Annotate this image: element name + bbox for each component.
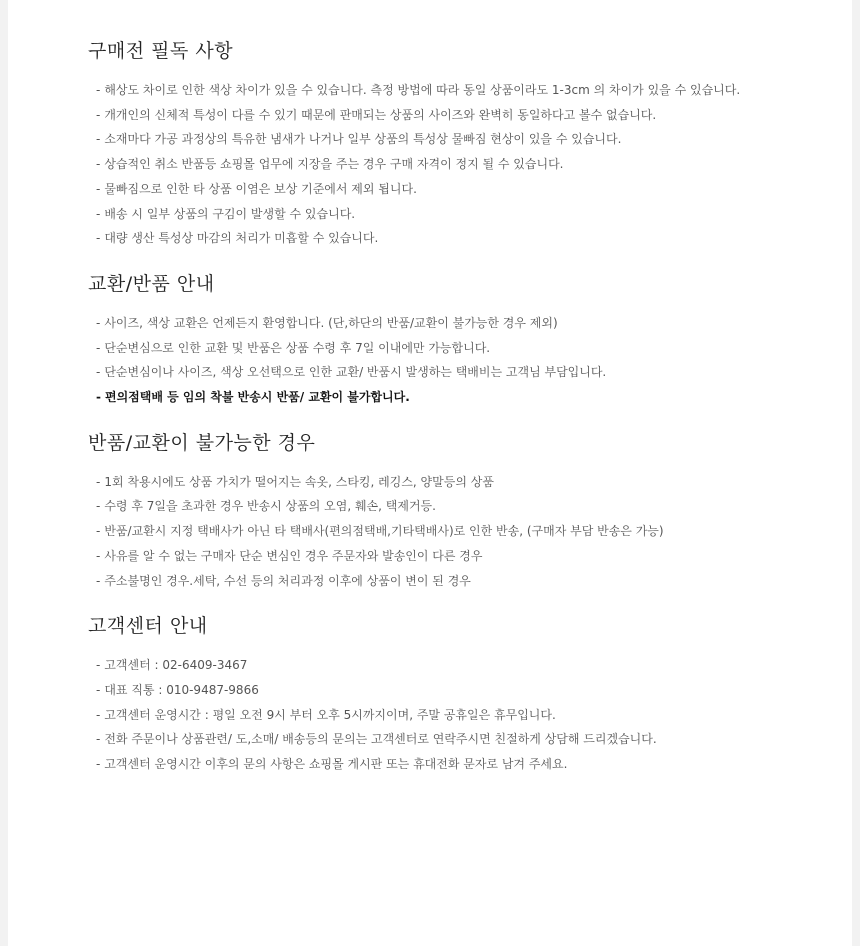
list-item: - 대량 생산 특성상 마감의 처리가 미흡할 수 있습니다. [96, 231, 379, 246]
list-item: - 사이즈, 색상 교환은 언제든지 환영합니다. (단,하단의 반품/교환이 불가능한 경우 제외) [96, 315, 558, 330]
list-item: - 고객센터 : 02-6409-3467 [96, 658, 248, 673]
list-item: - 해상도 차이로 인한 색상 차이가 있을 수 있습니다. 측정 방법에 따라 동일 상품이라도 1-3cm 의 차이가 있을 수 있습니다. [96, 83, 741, 97]
page-border-left [0, 0, 8, 946]
section-title: 구매전 필독 사항 [88, 40, 234, 62]
section-title: 교환/반품 안내 [88, 272, 215, 295]
section-before-purchase [88, 36, 848, 251]
list-item: - 사유를 알 수 없는 구매자 단순 변심인 경우 주문자와 발송인이 다른 경우 [96, 548, 483, 563]
list-item: - 1회 착용시에도 상품 가치가 떨어지는 속옷, 스타킹, 레깅스, 양말등의 상품 [96, 474, 494, 489]
list-item: - 물빠짐으로 인한 타 상품 이염은 보상 기준에서 제외 됩니다. [96, 181, 417, 196]
page-border-right [852, 0, 860, 946]
notice-content [88, 36, 848, 791]
section-customer-center [88, 611, 848, 777]
list-item: - 단순변심이나 사이즈, 색상 오선택으로 인한 교환/ 반품시 발생하는 택배비는 고객님 부담입니다. [96, 365, 607, 380]
list-item: - 단순변심으로 인한 교환 및 반품은 상품 수령 후 7일 이내에만 가능합니다. [96, 340, 491, 355]
list-item: - 반품/교환시 지정 택배사가 아닌 타 택배사(편의점택배,기타택배사)로 인한 반송, (구매자 부담 반송은 가능) [96, 524, 664, 539]
list-item: - 고객센터 운영시간 이후의 문의 사항은 쇼핑몰 게시판 또는 휴대전화 문자로 남겨 주세요. [96, 757, 568, 772]
notice-list [88, 78, 848, 251]
list-item: - 고객센터 운영시간 : 평일 오전 9시 부터 오후 5시까지이며, 주말 공휴일은 휴무입니다. [96, 707, 556, 722]
notice-list [88, 470, 848, 594]
list-item: - 배송 시 일부 상품의 구김이 발생할 수 있습니다. [96, 206, 356, 221]
section-title: 반품/교환이 불가능한 경우 [88, 431, 316, 454]
notice-list [88, 653, 848, 777]
list-item: - 상습적인 취소 반품등 쇼핑몰 업무에 지장을 주는 경우 구매 자격이 정지 될 수 있습니다. [96, 157, 564, 172]
list-item: - 전화 주문이나 상품관련/ 도,소매/ 배송등의 문의는 고객센터로 연락주시면 친절하게 상담해 드리겠습니다. [96, 732, 657, 747]
notice-list [88, 311, 848, 410]
list-item: - 수령 후 7일을 초과한 경우 반송시 상품의 오염, 훼손, 택제거등. [96, 499, 436, 514]
list-item: - 주소불명인 경우.세탁, 수선 등의 처리과정 이후에 상품이 변이 된 경우 [96, 573, 471, 588]
list-item-emphasis: - 편의점택배 등 임의 착불 반송시 반품/ 교환이 불가합니다. [96, 390, 410, 405]
list-item: - 대표 직통 : 010-9487-9866 [96, 682, 259, 697]
section-non-returnable [88, 428, 848, 594]
section-exchange-return [88, 269, 848, 410]
list-item: - 개개인의 신체적 특성이 다를 수 있기 때문에 판매되는 상품의 사이즈와 완벽히 동일하다고 볼수 없습니다. [96, 107, 657, 122]
list-item: - 소재마다 가공 과정상의 특유한 냄새가 나거나 일부 상품의 특성상 물빠짐 현상이 있을 수 있습니다. [96, 132, 622, 147]
section-title: 고객센터 안내 [88, 615, 208, 638]
